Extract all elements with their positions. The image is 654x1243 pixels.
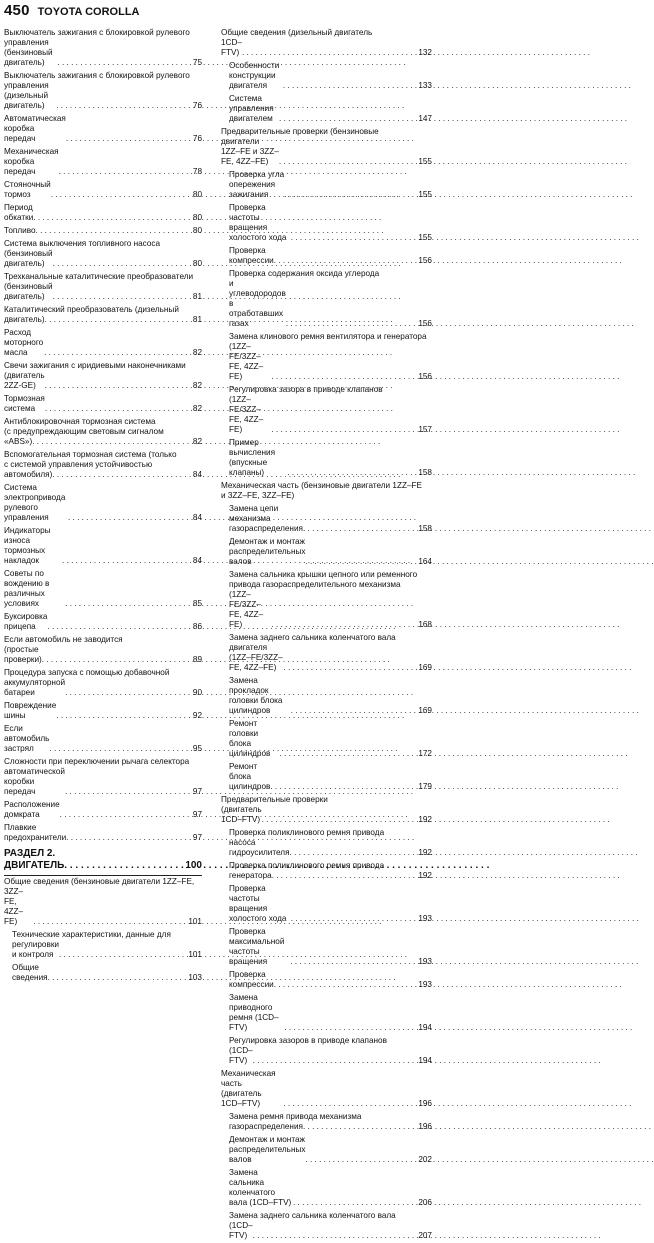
toc-page-number: 155 [418,190,432,199]
toc-entry-text: Выключатель зажигания с блокировкой рулевого [4,71,190,80]
toc-entry[interactable] [221,860,432,883]
toc-entry[interactable] [221,245,432,268]
toc-entry-text: Технические характеристики, данные для [12,930,171,939]
toc-page-number: 80 [192,226,202,235]
toc-page-number: 194 [418,1056,432,1065]
leader-dots [45,381,192,391]
toc-entry[interactable] [221,437,432,480]
toc-entry[interactable] [221,503,432,536]
toc-entry[interactable] [4,225,202,238]
leader-dots [271,372,417,382]
leader-dots [274,980,418,990]
toc-entry[interactable] [4,416,202,449]
toc-entry-text: Замена клинового ремня вентилятора и генератора [229,332,427,341]
toc-entry[interactable] [221,827,432,860]
toc-entry-text: регулировки и контроля [12,940,59,959]
toc-page-number: 80 [192,213,202,222]
toc-entry-text: Индикаторы износа тормозных накладок [4,526,51,565]
toc-page-number: 90 [192,688,202,697]
toc-entry-text: Демонтаж и монтаж распределительных валов [229,537,306,566]
leader-dots [253,1231,418,1241]
leader-dots [44,348,192,358]
toc-entry[interactable] [221,1111,432,1134]
toc-page-number: 76 [192,134,202,143]
toc-entry-text: (с предупреждающим световым сигналом [4,427,164,436]
toc-page-number: 147 [418,114,432,123]
toc-entry[interactable] [4,876,202,929]
toc-entry-text: Проверка частоты вращения холостого хода [229,884,287,923]
leader-dots [283,663,417,673]
toc-page-number: 132 [418,48,432,57]
toc-page-number: 80 [192,259,202,268]
toc-entry-text: Топливо [4,226,36,235]
toc-entry[interactable] [221,992,432,1035]
toc-entry-text: двигатель) [4,315,45,324]
leader-dots [271,620,417,630]
toc-entry-text: Замена цепи механизма газораспределения [229,504,303,533]
toc-page-number: 193 [418,957,432,966]
toc-entry[interactable] [4,113,202,146]
toc-entry[interactable] [221,60,432,93]
toc-entry-text: Ремонт блока цилиндров [229,762,271,791]
page-number: 450 [4,2,30,19]
toc-page-number: 76 [192,101,202,110]
toc-entry-text: Система управления двигателем [229,94,274,123]
toc-page-number: 101 [188,917,202,926]
toc-entry[interactable] [4,327,202,360]
toc-entry[interactable] [221,536,432,569]
toc-page-number: 192 [418,815,432,824]
toc-entry[interactable] [221,632,432,675]
toc-entry[interactable] [221,1134,432,1167]
toc-entry-text: Замена ремня привода механизма [229,1112,362,1121]
toc-page-number: 81 [192,292,202,301]
toc-entry-text: (бензиновый двигатель) [4,282,53,301]
toc-entry[interactable] [4,634,202,667]
toc-page-number: 82 [192,381,202,390]
toc-page-number: 156 [418,372,432,381]
toc-entry[interactable] [4,700,202,723]
toc-entry[interactable] [4,667,202,700]
toc-entry[interactable] [4,799,202,822]
toc-entry-text: Механическая часть (двигатель 1CD–FTV) [221,1069,276,1108]
toc-entry[interactable] [221,969,432,992]
toc-entry-text: (двигатель 1CD–FTV) [221,805,262,824]
leader-dots [286,319,418,329]
toc-page-number: 196 [418,1099,432,1108]
leader-dots [253,1056,418,1066]
toc-entry-text: Плавкие предохранители [4,823,67,842]
section-page: 100 [185,860,202,871]
toc-entry[interactable] [221,883,432,926]
toc-entry[interactable] [221,480,432,503]
toc-entry[interactable] [221,1035,432,1068]
leader-dots [279,749,417,759]
toc-entry[interactable] [221,27,432,60]
toc-page-number: 158 [418,468,432,477]
leader-dots [262,815,418,825]
toc-entry-text: газораспределения [229,1122,303,1131]
toc-entry-text: двигатели 1ZZ–FE и 3ZZ–FE, 4ZZ–FE) [221,137,279,166]
toc-entry-text: Замена приводного ремня (1CD–FTV) [229,993,279,1032]
section-title: РАЗДЕЛ 2. ДВИГАТЕЛЬ [4,848,65,871]
toc-page-number: 97 [192,810,202,819]
toc-page-number: 193 [418,980,432,989]
toc-entry-text: Ремонт головки блока цилиндров [229,719,271,758]
toc-entry-text: Механическая коробка передач [4,147,59,176]
toc-entry[interactable] [221,1210,432,1243]
toc-entry-text: Система выключения топливного насоса [4,239,161,248]
toc-entry-text: Пример вычисления (впускные клапаны) [229,438,276,477]
toc-entry-text: аккумуляторной батареи [4,678,66,697]
toc-entry-text: двигателя (1ZZ–FE/3ZZ–FE, 4ZZ–FE) [229,643,283,672]
leader-dots [242,48,417,58]
toc-page-number: 155 [418,157,432,166]
toc-entry[interactable] [4,962,202,985]
leader-dots [68,513,192,523]
leader-dots [283,81,417,91]
toc-page-number: 82 [192,404,202,413]
toc-entry-text: Замена сальника коленчатого вала (1CD–FTV) [229,1168,292,1207]
toc-entry-text: (простые проверки) [4,645,42,664]
toc-page-number: 158 [418,524,432,533]
leader-dots [52,470,192,480]
toc-page-number: 80 [192,190,202,199]
toc-page-number: 78 [192,167,202,176]
toc-right-list [221,27,432,1243]
toc-entry-text: Процедура запуска с помощью добавочной [4,668,170,677]
toc-left-list-2 [4,876,202,985]
toc-entry-text: Выключатель зажигания с блокировкой рулевого [4,28,190,37]
toc-entry-text: Регулировка зазора в приводе клапанов [229,385,383,394]
leader-dots [291,914,418,924]
leader-dots [64,860,184,872]
toc-entry[interactable] [221,93,432,126]
toc-entry-text: Тормозная система [4,394,45,413]
toc-entry[interactable] [4,482,202,525]
toc-page-number: 207 [418,1231,432,1240]
toc-page-number: 157 [418,425,432,434]
toc-entry[interactable] [4,611,202,634]
toc-page-number: 103 [188,973,202,982]
toc-page-number: 206 [418,1198,432,1207]
toc-entry-text: Проверка частоты вращения холостого хода [229,203,287,242]
toc-entry[interactable] [4,304,202,327]
toc-entry-text: управления (дизельный двигатель) [4,81,49,110]
leader-dots [42,655,192,665]
toc-entry-text: Трехканальные каталитические преобразователи [4,272,194,281]
toc-entry-text: Вспомогательная тормозная система (только [4,450,177,459]
toc-entry-text: Буксировка прицепа [4,612,48,631]
toc-page-number: 84 [192,556,202,565]
toc-entry-text: Замена прокладок головки блока цилиндров [229,676,283,715]
toc-entry-text: (1CD–FTV) [229,1046,253,1065]
leader-dots [62,556,192,566]
toc-entry-text: Общие сведения (дизельный двигатель [221,28,373,37]
toc-page-number: 156 [418,319,432,328]
toc-entry-text: Проверка максимальной частоты вращения [229,927,285,966]
toc-entry-text: Система электропривода рулевого управления [4,483,66,522]
leader-dots [65,688,192,698]
toc-entry-text: (бензиновый двигатель) [4,249,53,268]
toc-entry-text: Общие сведения [12,963,48,982]
toc-entry-text: Демонтаж и монтаж распределительных валов [229,1135,306,1164]
leader-dots [47,622,191,632]
toc-entry[interactable] [221,331,432,384]
toc-entry[interactable] [4,179,202,202]
toc-entry-text: Период обкатки [4,203,34,222]
toc-entry-text: Замена сальника крышки цепного или ременного [229,570,418,579]
leader-dots [56,101,192,111]
toc-page-number: 81 [192,315,202,324]
toc-page-number: 75 [192,58,202,67]
toc-page-number: 169 [418,706,432,715]
toc-entry-text: Проверка поликлинового ремня привода [229,861,385,870]
toc-page-number: 202 [418,1155,432,1164]
toc-entry[interactable] [4,449,202,482]
toc-entry-text: и 3ZZ–FE, 3ZZ–FE) [221,491,295,500]
toc-entry-text: автоматической коробки передач [4,767,65,796]
toc-entry-text: и углеводородов в отработавших газах [229,279,286,328]
toc-entry-text: насоса гидроусилителя [229,838,290,857]
toc-entry-text: Каталитический преобразователь (дизельный [4,305,179,314]
leader-dots [66,833,192,843]
toc-entry-text: (1ZZ–FE/3ZZ–FE, 4ZZ–FE) [229,342,264,381]
toc-page-number: 97 [192,833,202,842]
toc-entry-text: Общие сведения (бензиновые двигатели 1ZZ–FE, [4,877,195,886]
toc-entry[interactable] [221,268,432,331]
toc-entry[interactable] [4,70,202,113]
toc-entry[interactable] [221,1068,432,1111]
leader-dots [290,848,418,858]
leader-dots [33,917,187,927]
leader-dots [279,114,417,124]
leader-dots [290,957,417,967]
toc-entry[interactable] [4,568,202,611]
toc-entry[interactable] [221,569,432,632]
toc-entry-text: Расход моторного масла [4,328,44,357]
toc-page-number: 84 [192,470,202,479]
leader-dots [271,425,417,435]
leader-dots [270,782,417,792]
toc-entry-text: Проверка поликлинового ремня привода [229,828,385,837]
leader-dots [49,744,191,754]
toc-entry-text: генератора [229,871,272,880]
leader-dots [36,226,192,236]
leader-dots [65,787,192,797]
toc-page-number: 89 [192,655,202,664]
toc-entry-text: Автоматическая коробка передач [4,114,66,143]
toc-page-number: 193 [418,914,432,923]
toc-entry-text: Сложности при переключении рычага селектора [4,757,190,766]
toc-page-number: 82 [192,348,202,357]
toc-entry-text: с системой управления устойчивостью [4,460,153,469]
leader-dots [66,134,192,144]
leader-dots [51,190,192,200]
toc-page-number: 84 [192,513,202,522]
toc-entry-text: автомобиля) [4,470,53,479]
leader-dots [48,973,188,983]
toc-entry-text: Проверка содержания оксида углерода [229,269,380,278]
toc-entry-text: Если автомобиль не заводится [4,635,123,644]
toc-entry-text: Повреждение шины [4,701,57,720]
leader-dots [305,557,417,567]
toc-entry[interactable] [4,238,202,271]
toc-page-number: 169 [418,663,432,672]
section-heading[interactable] [4,845,202,876]
toc-page-number: 82 [192,437,202,446]
toc-entry[interactable] [221,926,432,969]
toc-page-number: 86 [192,622,202,631]
leader-dots [32,437,192,447]
toc-entry-text: Советы по вождению в различных условиях [4,569,50,608]
toc-entry-text: (1ZZ–FE/3ZZ–FE, 4ZZ–FE) [229,590,264,629]
toc-left-column [4,27,202,985]
leader-dots [59,167,192,177]
toc-entry[interactable] [221,169,432,202]
toc-entry-text: привода газораспределительного механизма [229,580,401,589]
toc-page-number: 168 [418,620,432,629]
toc-entry-text: «ABS») [4,437,33,446]
leader-dots [53,259,192,269]
leader-dots [305,1155,417,1165]
toc-page-number: 164 [418,557,432,566]
leader-dots [60,810,192,820]
toc-entry[interactable] [4,27,202,70]
toc-entry[interactable] [4,271,202,304]
leader-dots [284,190,417,200]
toc-entry[interactable] [221,1167,432,1210]
leader-dots [45,315,192,325]
leader-dots [291,706,418,716]
toc-page-number: 133 [418,81,432,90]
toc-page-number: 156 [418,256,432,265]
toc-page-number: 85 [192,599,202,608]
leader-dots [33,213,192,223]
toc-entry-text: Предварительные проверки [221,795,328,804]
toc-right-column [221,27,432,1243]
toc-entry[interactable] [4,929,202,962]
toc-entry[interactable] [4,822,202,845]
toc-entry-text: Проверка компрессии [229,970,274,989]
toc-entry-text: 3ZZ–FE, 4ZZ–FE) [4,887,24,926]
toc-entry-text: Механическая часть (бензиновые двигатели 1ZZ–FE [221,481,422,490]
toc-entry-text: Регулировка зазоров в приводе клапанов [229,1036,387,1045]
leader-dots [284,1023,417,1033]
book-title: TOYOTA COROLLA [37,6,140,18]
page-header [4,2,140,18]
toc-entry-text: Антиблокировочная тормозная система [4,417,156,426]
toc-entry-text: Проверка угла опережения зажигания [229,170,285,199]
toc-page-number: 179 [418,782,432,791]
toc-entry-text: Предварительные проверки (бензиновые [221,127,379,136]
toc-entry[interactable] [4,525,202,568]
toc-entry-text: (1ZZ–FE/3ZZ–FE, 4ZZ–FE) [229,395,264,434]
toc-entry-text: управления (бензиновый двигатель) [4,38,53,67]
toc-entry-text: Расположение домкрата [4,800,60,819]
leader-dots [287,468,417,478]
toc-entry-text: Замена заднего сальника коленчатого вала [229,1211,396,1220]
toc-entry[interactable] [221,126,432,169]
toc-entry[interactable] [4,146,202,179]
leader-dots [303,524,417,534]
toc-entry[interactable] [221,675,432,718]
leader-dots [303,1122,417,1132]
toc-entry-text: (1CD–FTV) [229,1221,253,1240]
toc-entry-text: Проверка компрессии [229,246,274,265]
toc-entry[interactable] [4,393,202,416]
toc-entry-text: Свечи зажигания с иридиевыми наконечниками [4,361,186,370]
toc-entry[interactable] [221,202,432,245]
leader-dots [279,157,417,167]
leader-dots [53,292,192,302]
toc-entry[interactable] [221,384,432,437]
toc-entry-text: Замена заднего сальника коленчатого вала [229,633,396,642]
toc-entry[interactable] [4,723,202,756]
toc-entry-text: Стояночный тормоз [4,180,51,199]
toc-entry-text: 1CD–FTV) [221,38,242,57]
toc-page-number: 92 [192,711,202,720]
toc-entry-text: Особенности конструкции двигателя [229,61,280,90]
leader-dots [56,711,192,721]
toc-entry[interactable] [4,360,202,393]
toc-page-number: 172 [418,749,432,758]
leader-dots [293,1198,417,1208]
leader-dots [65,599,192,609]
leader-dots [45,404,192,414]
toc-left-list [4,27,202,845]
toc-entry[interactable] [221,718,432,761]
leader-dots [272,871,418,881]
leader-dots [283,1099,417,1109]
toc-page-number: 192 [418,871,432,880]
toc-page-number: 95 [192,744,202,753]
toc-entry[interactable] [4,756,202,799]
leader-dots [291,233,418,243]
toc-page-number: 196 [418,1122,432,1131]
toc-entry-text: (двигатель 2ZZ-GE) [4,371,45,390]
toc-entry[interactable] [4,202,202,225]
toc-entry[interactable] [221,794,432,827]
toc-entry-text: Если автомобиль застрял [4,724,50,753]
toc-page-number: 155 [418,233,432,242]
toc-page-number: 97 [192,787,202,796]
toc-page-number: 194 [418,1023,432,1032]
toc-page-number: 101 [188,950,202,959]
leader-dots [274,256,418,266]
leader-dots [57,58,191,68]
leader-dots [59,950,187,960]
toc-page-number: 192 [418,848,432,857]
toc-entry[interactable] [221,761,432,794]
